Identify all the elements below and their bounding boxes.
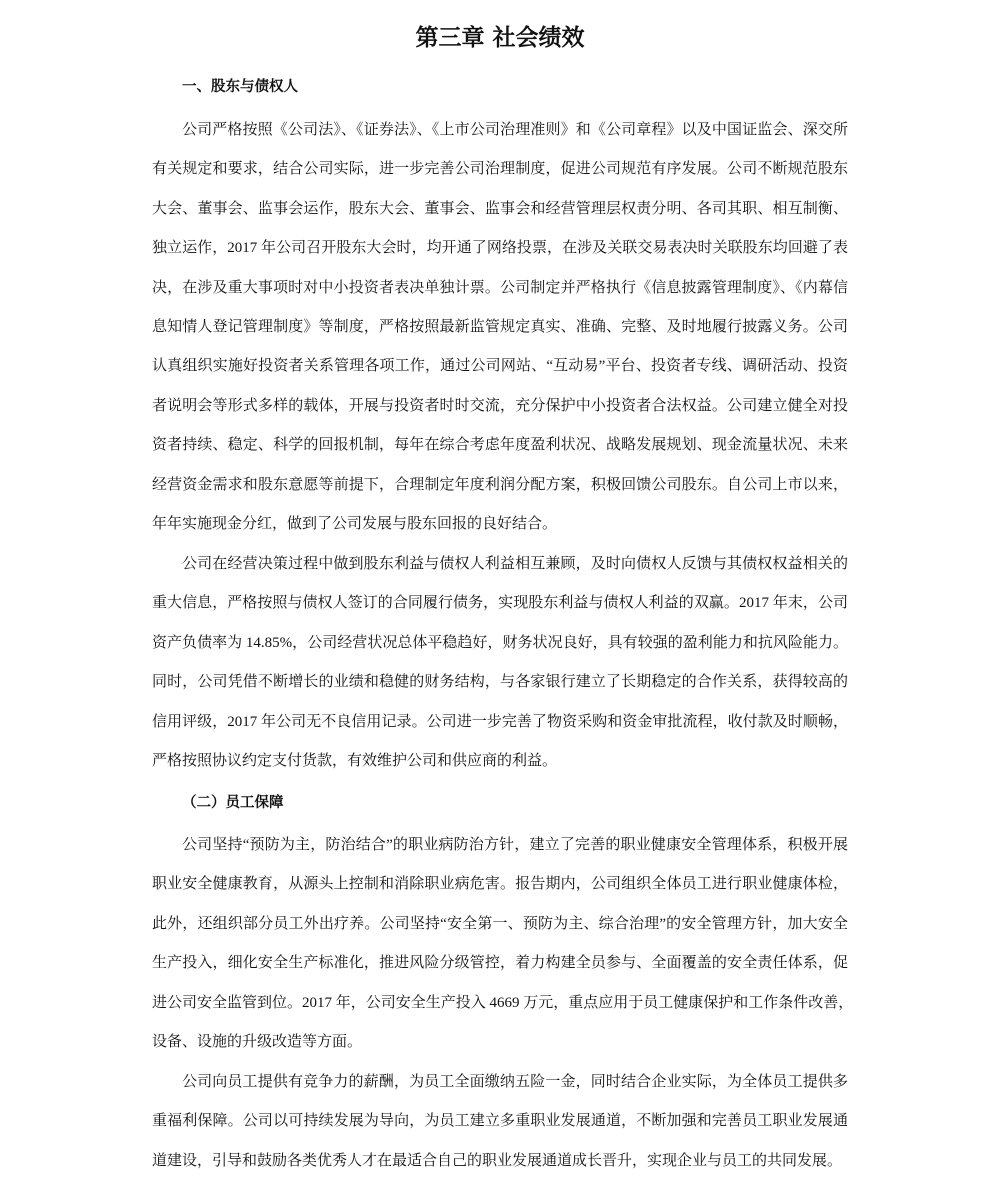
paragraph [152, 545, 848, 781]
text-line: 重大信息，严格按照与债权人签订的合同履行债务，实现股东利益与债权人利益的双赢。2017 年末，公司 [152, 595, 848, 612]
text-line: 公司严格按照《公司法》、《证券法》、《上市公司治理准则》和《公司章程》以及中国证监会、深交所 [182, 122, 848, 138]
text-line: 独立运作，2017 年公司召开股东大会时，均开通了网络投票，在涉及关联交易表决时关联股东均回避了表 [152, 240, 848, 257]
paragraph [152, 1063, 848, 1181]
paragraph [152, 826, 854, 1062]
text-line: 决，在涉及重大事项时对中小投资者表决单独计票。公司制定并严格执行《信息披露管理制度》、《内幕信 [152, 279, 848, 296]
text-line: 重福利保障。公司以可持续发展为导向，为员工建立多重职业发展通道，不断加强和完善员工职业发展通 [152, 1113, 848, 1130]
text-line: 职业安全健康教育，从源头上控制和消除职业病危害。报告期内，公司组织全体员工进行职业健康体检， [152, 876, 848, 893]
text-line: 者说明会等形式多样的载体，开展与投资者时时交流，充分保护中小投资者合法权益。公司建立健全对投 [152, 397, 848, 414]
text-line: 生产投入，细化安全生产标准化，推进风险分级管控，着力构建全员参与、全面覆盖的安全责任体系，促 [152, 955, 848, 972]
text-line: 进公司安全监管到位。2017 年，公司安全生产投入 4669 万元，重点应用于员工健康保护和工作条件改善， [152, 994, 854, 1011]
section-heading-employees: （二）员工保障 [182, 795, 284, 811]
text-line: 此外，还组织部分员工外出疗养。公司坚持“安全第一、预防为主、综合治理”的安全管理方针，加大安全 [152, 915, 848, 932]
paragraph [152, 111, 848, 544]
text-line: 有关规定和要求，结合公司实际，进一步完善公司治理制度，促进公司规范有序发展。公司不断规范股东 [152, 161, 848, 178]
text-line: 资产负债率为 14.85%，公司经营状况总体平稳趋好，财务状况良好，具有较强的盈利能力和抗风险能力。 [152, 634, 848, 651]
text-line: 同时，公司凭借不断增长的业绩和稳健的财务结构，与各家银行建立了长期稳定的合作关系，获得较高的 [152, 674, 848, 691]
text-line: 公司向员工提供有竞争力的薪酬，为员工全面缴纳五险一金，同时结合企业实际，为全体员工提供多 [182, 1074, 848, 1090]
text-line: 公司坚持“预防为主，防治结合”的职业病防治方针，建立了完善的职业健康安全管理体系，积极开展 [182, 837, 848, 853]
text-line: 设备、设施的升级改造等方面。 [152, 1033, 363, 1050]
text-line: 大会、董事会、监事会运作，股东大会、董事会、监事会和经营管理层权责分明、各司其职、相互制衡、 [152, 200, 848, 217]
text-line: 经营资金需求和股东意愿等前提下，合理制定年度利润分配方案，积极回馈公司股东。自公司上市以来， [152, 476, 848, 493]
text-line: 资者持续、稳定、科学的回报机制，每年在综合考虑年度盈利状况、战略发展规划、现金流量状况、未来 [152, 437, 848, 454]
text-line: 严格按照协议约定支付货款，有效维护公司和供应商的利益。 [152, 752, 558, 769]
text-line: 公司在经营决策过程中做到股东利益与债权人利益相互兼顾，及时向债权人反馈与其债权权益相关的 [182, 556, 848, 572]
page-title: 第三章 社会绩效 [415, 25, 585, 51]
text-line: 年年实施现金分红，做到了公司发展与股东回报的良好结合。 [152, 515, 558, 532]
text-line: 信用评级，2017 年公司无不良信用记录。公司进一步完善了物资采购和资金审批流程，收付款及时顺畅， [152, 713, 848, 730]
text-line: 认真组织实施好投资者关系管理各项工作，通过公司网站、“互动易”平台、投资者专线、调研活动、投资 [152, 358, 848, 375]
text-line: 道建设，引导和鼓励各类优秀人才在最适合自己的职业发展通道成长晋升，实现企业与员工的共同发展。 [152, 1152, 843, 1169]
text-line: 息知情人登记管理制度》等制度，严格按照最新监管规定真实、准确、完整、及时地履行披露义务。公司 [152, 318, 848, 335]
section-heading-shareholders: 一、股东与债权人 [182, 79, 298, 95]
